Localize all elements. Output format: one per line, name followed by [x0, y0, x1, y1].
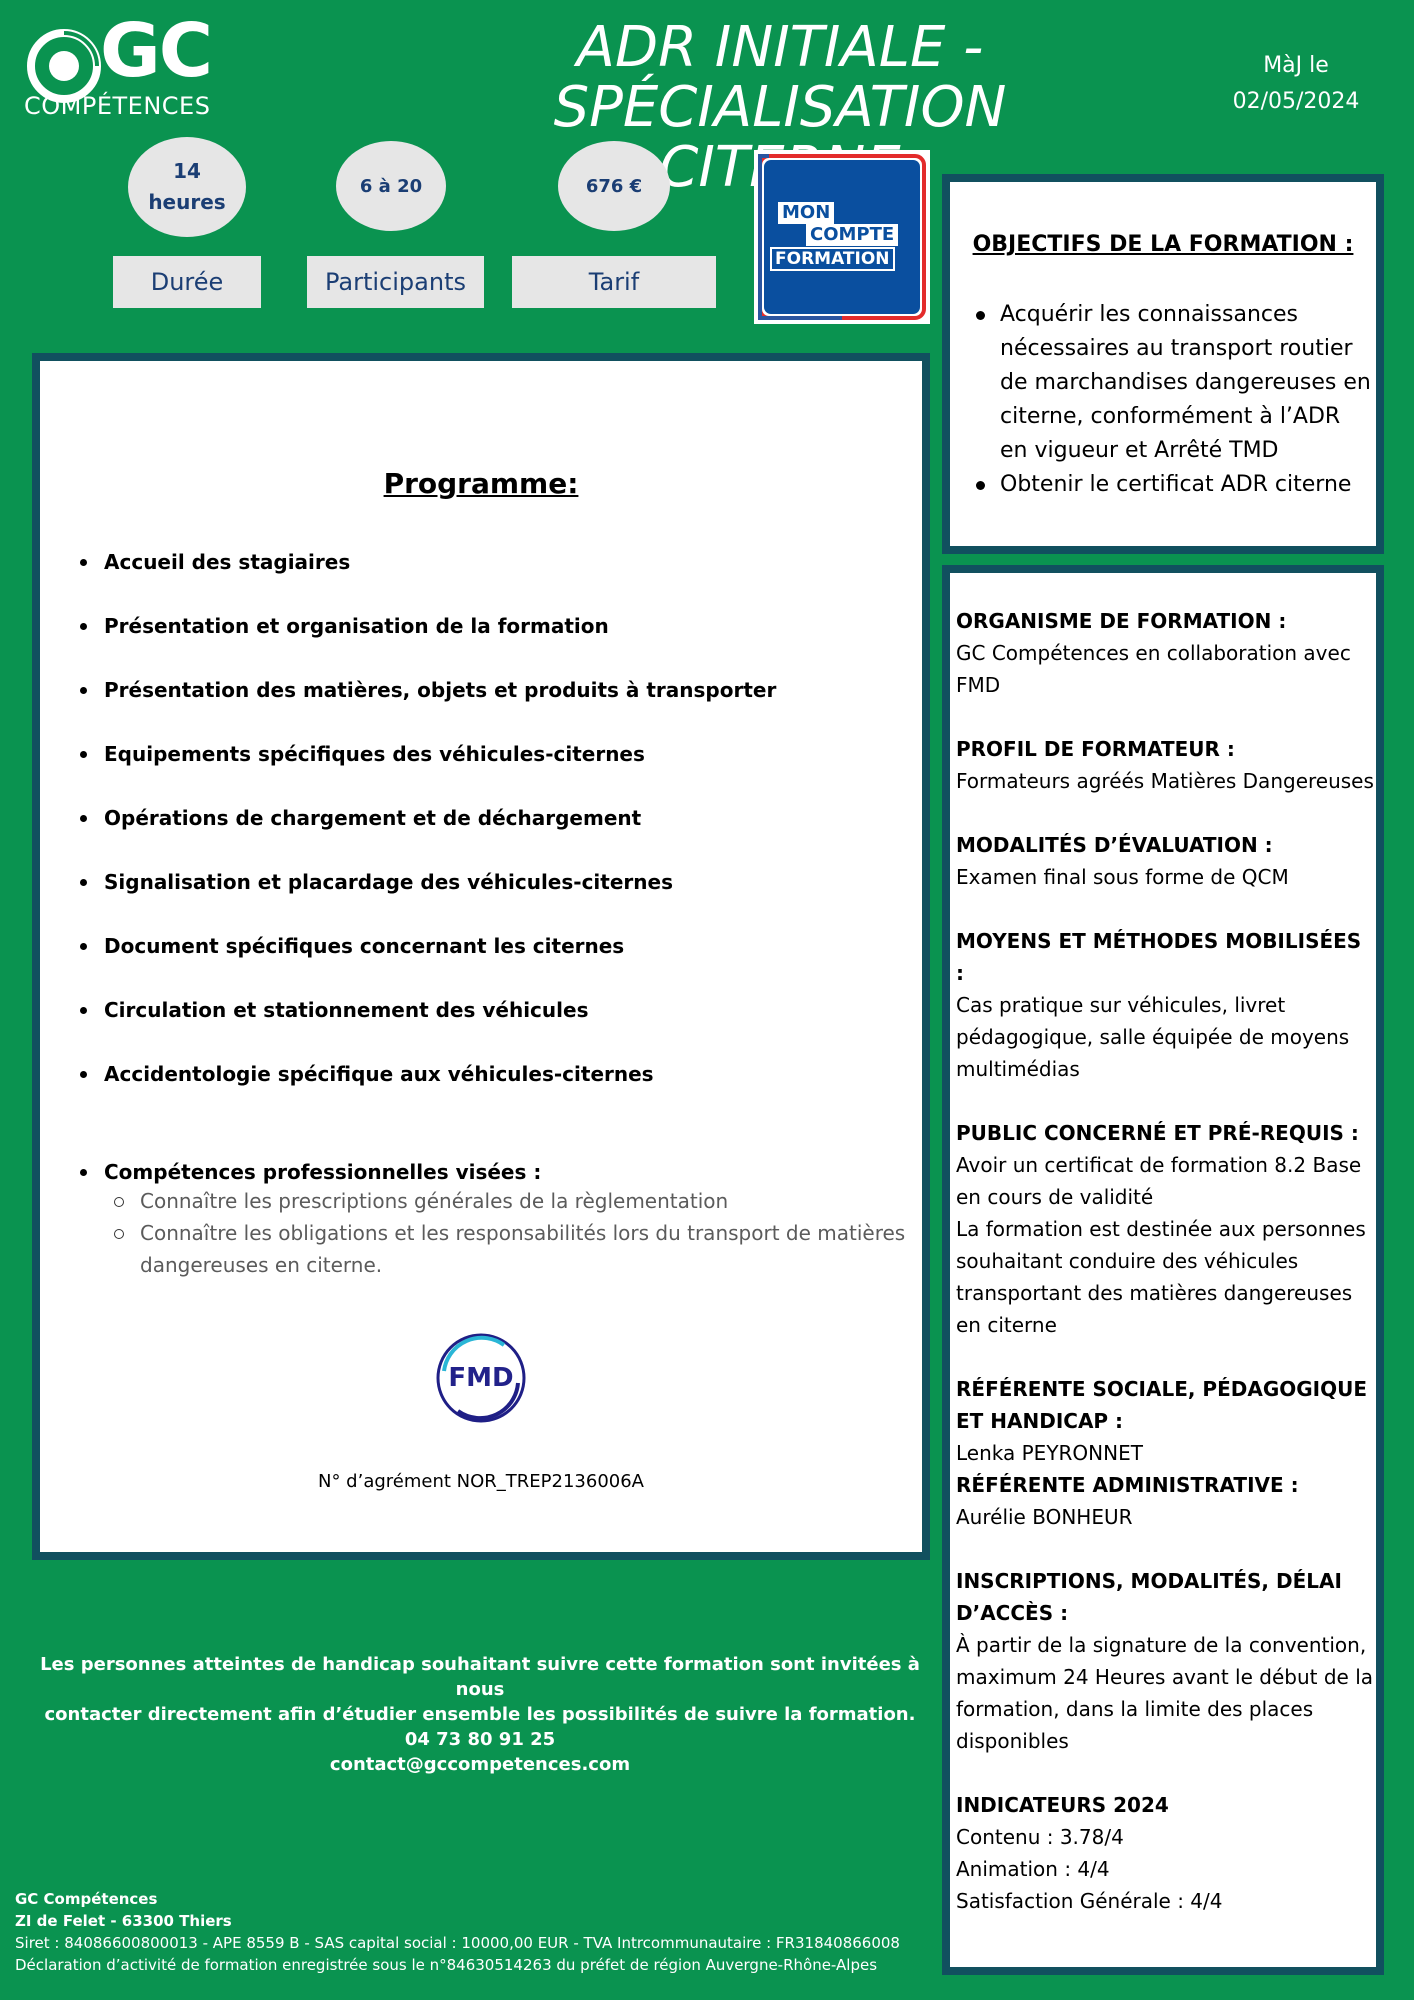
objectifs-box	[942, 174, 1384, 554]
programme-item: Accidentologie spécifique aux véhicules-citernes	[74, 1061, 904, 1125]
programme-item: Opérations de chargement et de déchargement	[74, 805, 904, 869]
footer-legal: Siret : 84086600800013 - APE 8559 B - SAS capital social : 10000,00 EUR - TVA Intrcommunautaire : FR31840866008	[15, 1934, 900, 1952]
inscriptions-heading: INSCRIPTIONS, MODALITÉS, DÉLAI D’ACCÈS :	[956, 1569, 1342, 1625]
programme-box	[32, 353, 930, 1560]
competence-item: Connaître les obligations et les responsabilités lors du transport de matières dangereuses en citerne.	[140, 1217, 914, 1281]
update-label: MàJ le	[1263, 53, 1329, 78]
duration-bubble	[128, 137, 246, 237]
indicateurs-heading: INDICATEURS 2024	[956, 1793, 1169, 1817]
footer-declaration: Déclaration d’activité de formation enregistrée sous le n°84630514263 du préfet de région Auvergne-Rhône-Alpes	[15, 1956, 878, 1974]
public-value-2: La formation est destinée aux personnes souhaitant conduire des véhicules transportant des matières dangereuses en citerne	[956, 1217, 1366, 1337]
mon-compte-formation-logo	[754, 150, 930, 324]
organisme-box	[942, 565, 1384, 1975]
programme-item: Equipements spécifiques des véhicules-citernes	[74, 741, 904, 805]
contact-email[interactable]: contact@gccompetences.com	[329, 1754, 631, 1775]
handicap-line-2: contacter directement afin d’étudier ensemble les possibilités de suivre la formation.	[44, 1704, 916, 1725]
profil-heading: PROFIL DE FORMATEUR :	[956, 737, 1235, 761]
evaluation-heading: MODALITÉS D’ÉVALUATION :	[956, 833, 1273, 857]
public-heading: PUBLIC CONCERNÉ ET PRÉ-REQUIS :	[956, 1121, 1359, 1145]
tarif-label: Tarif	[512, 256, 716, 308]
duration-value-line2: heures	[148, 190, 226, 214]
indicateur-animation: Animation : 4/4	[956, 1857, 1110, 1881]
competences-list	[140, 1185, 914, 1281]
inscriptions-value: À partir de la signature de la convention, maximum 24 Heures avant le début de la formation, dans la limite des places disponibles	[956, 1633, 1374, 1753]
competence-item: Connaître les prescriptions générales de la règlementation	[140, 1185, 914, 1217]
profil-value: Formateurs agréés Matières Dangereuses	[956, 769, 1374, 793]
competences-section	[74, 1159, 914, 1281]
title-line-1: ADR INITIALE - SPÉCIALISATION	[553, 15, 1007, 140]
competences-title: Compétences professionnelles visées :	[74, 1159, 914, 1185]
update-date	[1196, 48, 1396, 120]
referente-admin-heading: RÉFÉRENTE ADMINISTRATIVE :	[956, 1473, 1299, 1497]
handicap-line-1: Les personnes atteintes de handicap souhaitant suivre cette formation sont invitées à nous	[40, 1654, 920, 1700]
footer-company: GC Compétences	[15, 1890, 158, 1908]
programme-item: Document spécifiques concernant les citernes	[74, 933, 904, 997]
mcf-line-2: COMPTE	[806, 224, 898, 246]
moyens-value: Cas pratique sur véhicules, livret pédagogique, salle équipée de moyens multimédias	[956, 993, 1350, 1081]
mcf-line-1: MON	[778, 202, 834, 224]
gc-logo-subtitle: COMPÉTENCES	[24, 92, 211, 120]
update-value: 02/05/2024	[1232, 89, 1360, 114]
organisme-value: GC Compétences en collaboration avec FMD	[956, 641, 1351, 697]
agrement-number: N° d’agrément NOR_TREP2136006A	[317, 1471, 644, 1492]
duration-value-line1: 14	[173, 159, 201, 183]
participants-bubble: 6 à 20	[336, 141, 446, 231]
programme-item: Circulation et stationnement des véhicules	[74, 997, 904, 1061]
handicap-notice	[20, 1652, 940, 1777]
duration-label: Durée	[113, 256, 261, 308]
mcf-line-3: FORMATION	[770, 247, 895, 271]
objectif-item: Acquérir les connaissances nécessaires au transport routier de marchandises dangereuses en citerne, conformément à l’ADR en vigueur et Arrêté TMD	[970, 298, 1374, 468]
moyens-heading: MOYENS ET MÉTHODES MOBILISÉES :	[956, 929, 1362, 985]
objectifs-title: OBJECTIFS DE LA FORMATION :	[972, 232, 1354, 257]
objectifs-list	[970, 298, 1374, 502]
participants-label: Participants	[307, 256, 484, 308]
footer	[15, 1888, 935, 1976]
contact-phone[interactable]: 04 73 80 91 25	[404, 1729, 556, 1750]
programme-item: Présentation et organisation de la formation	[74, 613, 904, 677]
indicateur-contenu: Contenu : 3.78/4	[956, 1825, 1124, 1849]
organisme-heading: ORGANISME DE FORMATION :	[956, 609, 1287, 633]
programme-item: Accueil des stagiaires	[74, 549, 904, 613]
programme-item: Signalisation et placardage des véhicules-citernes	[74, 869, 904, 933]
referente-sociale-heading: RÉFÉRENTE SOCIALE, PÉDAGOGIQUE ET HANDICAP :	[956, 1377, 1368, 1433]
gc-logo-text: GC	[100, 8, 212, 94]
fmd-logo-text: FMD	[448, 1363, 514, 1393]
programme-list	[74, 549, 904, 1125]
programme-item: Présentation des matières, objets et produits à transporter	[74, 677, 904, 741]
footer-address: ZI de Felet - 63300 Thiers	[15, 1912, 232, 1930]
public-value-1: Avoir un certificat de formation 8.2 Base en cours de validité	[956, 1153, 1362, 1209]
tarif-bubble: 676 €	[558, 141, 670, 231]
objectif-item: Obtenir le certificat ADR citerne	[970, 468, 1374, 502]
referente-admin-value: Aurélie BONHEUR	[956, 1505, 1133, 1529]
fmd-logo	[434, 1331, 528, 1425]
evaluation-value: Examen final sous forme de QCM	[956, 865, 1289, 889]
referente-sociale-value: Lenka PEYRONNET	[956, 1441, 1143, 1465]
indicateur-satisfaction: Satisfaction Générale : 4/4	[956, 1889, 1223, 1913]
programme-title: Programme:	[383, 467, 579, 500]
